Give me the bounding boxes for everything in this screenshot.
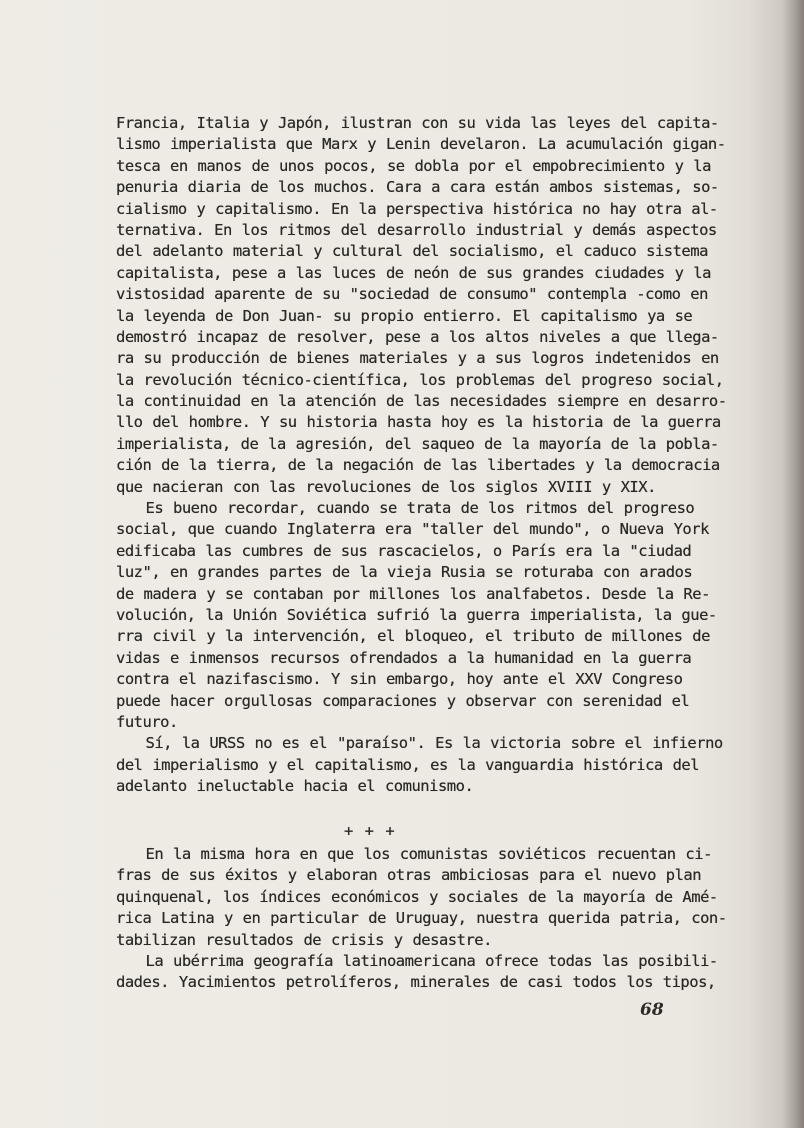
text-line: tesca en manos de unos pocos, se dobla por el empobrecimiento y la	[116, 156, 711, 175]
body-text-upper	[116, 113, 727, 798]
page-number: 68	[640, 1000, 664, 1020]
text-line: La ubérrima geografía latinoamericana ofrece todas las posibili-	[116, 951, 718, 970]
paragraph	[116, 951, 716, 994]
text-line: del adelanto material y cultural del socialismo, el caduco sistema	[116, 242, 708, 261]
section-separator: + + +	[344, 822, 396, 840]
text-line: vidas e inmensos recursos ofrendados a la humanidad en la guerra	[116, 648, 692, 667]
body-text-lower	[116, 844, 727, 994]
page-edge-shadow	[782, 0, 804, 1128]
text-line: dades. Yacimientos petrolíferos, minerales de casi todos los tipos,	[116, 973, 716, 992]
text-line: futuro.	[116, 712, 178, 731]
text-line: demostró incapaz de resolver, pese a los altos niveles a que llega-	[116, 327, 719, 346]
text-line: lismo imperialista que Marx y Lenin develaron. La acumulación gigan-	[116, 135, 726, 154]
text-line: capitalista, pese a las luces de neón de sus grandes ciudades y la	[116, 263, 711, 282]
text-line: En la misma hora en que los comunistas soviéticos recuentan ci-	[116, 845, 712, 863]
text-line: social, que cuando Inglaterra era "taller del mundo", o Nueva York	[116, 520, 709, 539]
paragraph	[116, 498, 716, 733]
text-line: de madera y se contaban por millones los analfabetos. Desde la Re-	[116, 584, 710, 603]
text-line: fras de sus éxitos y elaboran otras ambiciosas para el nuevo plan	[116, 866, 702, 885]
text-line: penuria diaria de los muchos. Cara a cara están ambos sistemas, so-	[116, 178, 719, 197]
text-line: tabilizan resultados de crisis y desastre.	[116, 930, 492, 949]
text-line: llo del hombre. Y su historia hasta hoy es la historia de la guerra	[116, 413, 721, 432]
text-line: cialismo y capitalismo. En la perspectiva histórica no hay otra al-	[116, 199, 718, 218]
text-line: edificaba las cumbres de sus rascacielos, o París era la "ciudad	[116, 541, 692, 560]
paragraph	[116, 844, 727, 951]
text-line: la revolución técnico-científica, los problemas del progreso social,	[116, 370, 724, 389]
text-line: Sí, la URSS no es el "paraíso". Es la victoria sobre el infierno	[116, 734, 723, 753]
text-line: luz", en grandes partes de la vieja Rusia se roturaba con arados	[116, 563, 693, 582]
text-line: ternativa. En los ritmos del desarrollo industrial y demás aspectos	[116, 220, 717, 239]
text-line: la leyenda de Don Juan- su propio entierro. El capitalismo ya se	[116, 306, 693, 325]
text-line: del imperialismo y el capitalismo, es la vanguardia histórica del	[116, 755, 700, 774]
text-line: que nacieran con las revoluciones de los siglos XVIII y XIX.	[116, 477, 656, 496]
text-line: Francia, Italia y Japón, ilustran con su vida las leyes del capita-	[116, 114, 719, 132]
text-line: la continuidad en la atención de las necesidades siempre en desarro-	[116, 392, 727, 411]
paragraph	[116, 113, 727, 498]
text-line: contra el nazifascismo. Y sin embargo, hoy ante el XXV Congreso	[116, 670, 683, 689]
text-line: ción de la tierra, de la negación de las libertades y la democracia	[116, 456, 720, 475]
paragraph	[116, 733, 723, 797]
text-line: volución, la Unión Soviética sufrió la guerra imperialista, la gue-	[116, 605, 717, 624]
text-line: vistosidad aparente de su "sociedad de consumo" contempla -como en	[116, 285, 708, 304]
text-line: imperialista, de la agresión, del saqueo de la mayoría de la pobla-	[116, 434, 719, 453]
text-line: rica Latina y en particular de Uruguay, nuestra querida patria, con-	[116, 909, 727, 928]
text-line: puede hacer orgullosas comparaciones y observar con serenidad el	[116, 691, 690, 710]
text-line: rra civil y la intervención, el bloqueo, el tributo de millones de	[116, 627, 710, 646]
text-line: quinquenal, los índices económicos y sociales de la mayoría de Amé-	[116, 887, 718, 906]
text-line: Es bueno recordar, cuando se trata de los ritmos del progreso	[116, 499, 695, 518]
text-line: adelanto ineluctable hacia el comunismo.	[116, 777, 474, 796]
text-line: ra su producción de bienes materiales y a sus logros indetenidos en	[116, 349, 719, 368]
